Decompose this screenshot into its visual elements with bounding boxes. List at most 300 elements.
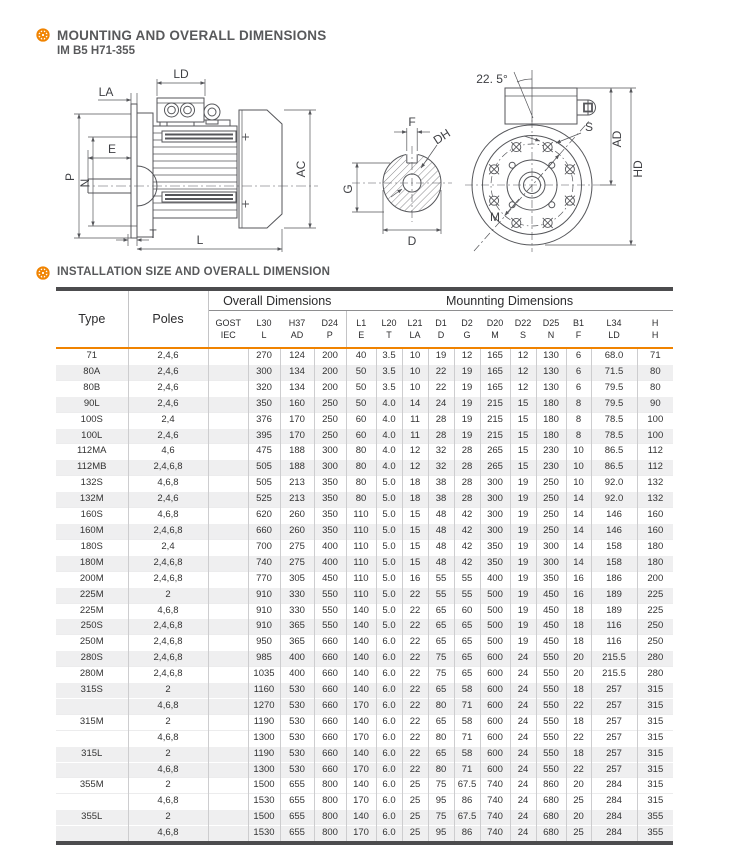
poles-cell: 4,6,8: [128, 508, 208, 524]
value-cell: 300: [536, 555, 566, 571]
value-cell: 71.5: [591, 364, 637, 380]
value-cell: 160: [637, 508, 673, 524]
shaft-section-drawing: [341, 115, 453, 248]
poles-cell: 2,4,6,8: [128, 619, 208, 635]
poles-cell: 2: [128, 683, 208, 699]
value-cell: 300: [314, 460, 346, 476]
value-cell: 78.5: [591, 428, 637, 444]
subcol-header: D24 P: [314, 311, 346, 349]
value-cell: 11: [402, 412, 428, 428]
section-title: INSTALLATION SIZE AND OVERALL DIMENSION: [57, 266, 331, 278]
value-cell: 5.0: [376, 476, 402, 492]
type-cell: 355L: [56, 810, 128, 826]
value-cell: [208, 587, 248, 603]
value-cell: 315: [637, 762, 673, 778]
value-cell: 71: [454, 698, 480, 714]
value-cell: 112: [637, 444, 673, 460]
value-cell: 330: [280, 603, 314, 619]
value-cell: 188: [280, 444, 314, 460]
value-cell: 15: [510, 428, 536, 444]
value-cell: 124: [280, 348, 314, 364]
dim-label-ac: AC: [294, 160, 308, 178]
value-cell: 58: [454, 746, 480, 762]
value-cell: 86: [454, 826, 480, 843]
value-cell: 134: [280, 380, 314, 396]
value-cell: 525: [248, 492, 280, 508]
value-cell: 20: [566, 651, 591, 667]
value-cell: 1300: [248, 730, 280, 746]
value-cell: 50: [346, 380, 376, 396]
value-cell: 600: [480, 667, 510, 683]
value-cell: 65: [428, 635, 454, 651]
value-cell: 350: [314, 492, 346, 508]
table-row: [56, 523, 673, 539]
value-cell: 680: [536, 794, 566, 810]
value-cell: 140: [346, 667, 376, 683]
value-cell: 6.0: [376, 810, 402, 826]
value-cell: 170: [346, 762, 376, 778]
value-cell: 505: [248, 460, 280, 476]
value-cell: 550: [536, 746, 566, 762]
value-cell: 22: [402, 698, 428, 714]
value-cell: 65: [428, 603, 454, 619]
value-cell: 225: [637, 603, 673, 619]
value-cell: 6.0: [376, 794, 402, 810]
value-cell: 550: [314, 619, 346, 635]
value-cell: [208, 635, 248, 651]
value-cell: 140: [346, 714, 376, 730]
value-cell: 22: [402, 635, 428, 651]
value-cell: 189: [591, 587, 637, 603]
value-cell: 165: [480, 348, 510, 364]
table-row: [56, 730, 673, 746]
value-cell: 315: [637, 794, 673, 810]
value-cell: 22: [402, 746, 428, 762]
value-cell: 250: [314, 428, 346, 444]
value-cell: 12: [510, 380, 536, 396]
value-cell: 170: [346, 826, 376, 843]
value-cell: 315: [637, 778, 673, 794]
value-cell: 6: [566, 364, 591, 380]
value-cell: 80: [428, 698, 454, 714]
value-cell: 550: [314, 587, 346, 603]
value-cell: 14: [566, 492, 591, 508]
type-cell: 160M: [56, 523, 128, 539]
type-cell: [56, 794, 128, 810]
value-cell: 78.5: [591, 412, 637, 428]
poles-cell: 2,4,6,8: [128, 651, 208, 667]
value-cell: [208, 508, 248, 524]
value-cell: 25: [402, 778, 428, 794]
poles-cell: 2,4,6,8: [128, 571, 208, 587]
value-cell: 5.0: [376, 619, 402, 635]
value-cell: 3.5: [376, 348, 402, 364]
table-row: [56, 348, 673, 364]
value-cell: 450: [536, 587, 566, 603]
value-cell: 950: [248, 635, 280, 651]
poles-cell: 2: [128, 587, 208, 603]
value-cell: 22: [566, 698, 591, 714]
subcol-header: H H: [637, 311, 673, 349]
dim-label-angle: 22. 5°: [476, 72, 508, 86]
value-cell: 12: [510, 348, 536, 364]
poles-cell: 2,4,6,8: [128, 460, 208, 476]
dimensions-table: [56, 287, 673, 845]
value-cell: 68.0: [591, 348, 637, 364]
value-cell: 6.0: [376, 683, 402, 699]
value-cell: 79.5: [591, 380, 637, 396]
value-cell: 257: [591, 762, 637, 778]
type-cell: 100L: [56, 428, 128, 444]
type-cell: 180M: [56, 555, 128, 571]
value-cell: 5.0: [376, 587, 402, 603]
value-cell: 19: [510, 476, 536, 492]
value-cell: 6.0: [376, 778, 402, 794]
value-cell: 660: [314, 714, 346, 730]
value-cell: 22: [402, 762, 428, 778]
value-cell: 32: [428, 460, 454, 476]
value-cell: 450: [314, 571, 346, 587]
value-cell: 660: [248, 523, 280, 539]
value-cell: 257: [591, 683, 637, 699]
table-row: [56, 651, 673, 667]
type-cell: 71: [56, 348, 128, 364]
value-cell: 140: [346, 746, 376, 762]
value-cell: 15: [402, 508, 428, 524]
table-row: [56, 603, 673, 619]
section-heading-mounting: [36, 28, 326, 43]
table-row: [56, 810, 673, 826]
value-cell: 22: [428, 380, 454, 396]
value-cell: 4.0: [376, 460, 402, 476]
type-cell: [56, 730, 128, 746]
value-cell: 250: [314, 412, 346, 428]
value-cell: 600: [480, 698, 510, 714]
type-cell: 112MA: [56, 444, 128, 460]
value-cell: 315: [637, 730, 673, 746]
value-cell: 257: [591, 714, 637, 730]
value-cell: 65: [454, 635, 480, 651]
value-cell: 257: [591, 746, 637, 762]
value-cell: 5.0: [376, 539, 402, 555]
value-cell: 90: [637, 396, 673, 412]
value-cell: 189: [591, 603, 637, 619]
value-cell: 225: [637, 587, 673, 603]
value-cell: 600: [480, 714, 510, 730]
subcol-header: L21 LA: [402, 311, 428, 349]
value-cell: 270: [248, 348, 280, 364]
value-cell: 5.0: [376, 555, 402, 571]
subcol-header: L1 E: [346, 311, 376, 349]
value-cell: 48: [428, 555, 454, 571]
value-cell: 12: [510, 364, 536, 380]
value-cell: 28: [454, 476, 480, 492]
value-cell: 3.5: [376, 364, 402, 380]
value-cell: 19: [454, 396, 480, 412]
value-cell: [208, 651, 248, 667]
subcol-header: D2 G: [454, 311, 480, 349]
type-cell: 100S: [56, 412, 128, 428]
value-cell: 130: [536, 348, 566, 364]
type-cell: 180S: [56, 539, 128, 555]
value-cell: 19: [454, 380, 480, 396]
table-row: [56, 826, 673, 843]
value-cell: 18: [566, 714, 591, 730]
value-cell: 71: [650, 350, 661, 361]
type-cell: 225M: [56, 587, 128, 603]
type-cell: 280M: [56, 667, 128, 683]
value-cell: 186: [591, 571, 637, 587]
value-cell: 530: [280, 698, 314, 714]
value-cell: 660: [314, 746, 346, 762]
value-cell: 365: [280, 619, 314, 635]
value-cell: 19: [510, 587, 536, 603]
poles-cell: 2: [128, 778, 208, 794]
value-cell: 80: [637, 364, 673, 380]
value-cell: 1530: [248, 826, 280, 843]
type-cell: 280S: [56, 651, 128, 667]
value-cell: 22: [402, 651, 428, 667]
value-cell: 500: [480, 603, 510, 619]
value-cell: 170: [280, 412, 314, 428]
value-cell: 355: [637, 810, 673, 826]
value-cell: 140: [346, 603, 376, 619]
mounting-dimensions-group-header: Mounnting Dimensions: [346, 289, 673, 311]
value-cell: 60: [346, 412, 376, 428]
value-cell: 14: [402, 396, 428, 412]
value-cell: [208, 826, 248, 843]
value-cell: 180: [637, 539, 673, 555]
value-cell: 140: [346, 619, 376, 635]
value-cell: 257: [591, 698, 637, 714]
value-cell: 55: [428, 571, 454, 587]
value-cell: 170: [346, 794, 376, 810]
value-cell: 680: [536, 810, 566, 826]
value-cell: 15: [510, 412, 536, 428]
value-cell: 15: [402, 555, 428, 571]
value-cell: 22: [566, 730, 591, 746]
value-cell: 140: [346, 635, 376, 651]
page-title: MOUNTING AND OVERALL DIMENSIONS: [57, 28, 327, 43]
type-cell: 132S: [56, 476, 128, 492]
dim-label-m: M: [490, 210, 500, 224]
value-cell: 660: [314, 683, 346, 699]
value-cell: 22: [402, 714, 428, 730]
value-cell: 15: [402, 539, 428, 555]
table-row: [56, 746, 673, 762]
value-cell: 71: [454, 730, 480, 746]
value-cell: 24: [510, 730, 536, 746]
value-cell: 655: [280, 778, 314, 794]
value-cell: 18: [402, 492, 428, 508]
subcol-header: D1 D: [428, 311, 454, 349]
value-cell: 22: [402, 667, 428, 683]
value-cell: 130: [536, 380, 566, 396]
front-view-drawing: [465, 70, 645, 252]
value-cell: 800: [314, 826, 346, 843]
value-cell: 1500: [248, 778, 280, 794]
value-cell: 550: [536, 730, 566, 746]
value-cell: 25: [402, 810, 428, 826]
value-cell: 500: [480, 587, 510, 603]
value-cell: 165: [480, 380, 510, 396]
value-cell: 600: [480, 651, 510, 667]
value-cell: 500: [480, 619, 510, 635]
value-cell: 24: [510, 826, 536, 843]
value-cell: [208, 476, 248, 492]
value-cell: 550: [536, 698, 566, 714]
value-cell: 110: [346, 508, 376, 524]
value-cell: 350: [314, 476, 346, 492]
value-cell: 740: [248, 555, 280, 571]
value-cell: 170: [346, 698, 376, 714]
value-cell: 315: [637, 714, 673, 730]
value-cell: 19: [510, 619, 536, 635]
value-cell: 165: [480, 364, 510, 380]
value-cell: 65: [428, 746, 454, 762]
value-cell: 24: [428, 396, 454, 412]
value-cell: 860: [536, 778, 566, 794]
value-cell: 550: [314, 603, 346, 619]
value-cell: 19: [510, 555, 536, 571]
value-cell: 4.0: [376, 428, 402, 444]
value-cell: 215.5: [591, 651, 637, 667]
value-cell: 305: [280, 571, 314, 587]
value-cell: 1300: [248, 762, 280, 778]
poles-cell: 2,4: [128, 412, 208, 428]
table-row: [56, 571, 673, 587]
value-cell: 475: [248, 444, 280, 460]
value-cell: 140: [346, 651, 376, 667]
subcol-header: D22 S: [510, 311, 536, 349]
table-row: [56, 396, 673, 412]
value-cell: 215: [480, 412, 510, 428]
value-cell: [208, 619, 248, 635]
value-cell: 600: [480, 730, 510, 746]
value-cell: 67.5: [454, 810, 480, 826]
value-cell: 24: [510, 762, 536, 778]
value-cell: 146: [591, 508, 637, 524]
value-cell: 42: [454, 555, 480, 571]
table-body: [56, 348, 673, 843]
value-cell: 116: [591, 635, 637, 651]
value-cell: 260: [280, 508, 314, 524]
value-cell: 80: [346, 476, 376, 492]
value-cell: 400: [280, 651, 314, 667]
value-cell: 65: [454, 619, 480, 635]
value-cell: 16: [566, 587, 591, 603]
dim-label-ad: AD: [610, 130, 624, 148]
value-cell: 5.0: [376, 523, 402, 539]
value-cell: 910: [248, 587, 280, 603]
value-cell: 6.0: [376, 746, 402, 762]
value-cell: 1035: [248, 667, 280, 683]
value-cell: 395: [248, 428, 280, 444]
value-cell: 38: [428, 476, 454, 492]
value-cell: 24: [510, 667, 536, 683]
table-row: [56, 444, 673, 460]
value-cell: 116: [591, 619, 637, 635]
section-heading-installation: [36, 266, 330, 280]
poles-cell: 2,4,6: [128, 396, 208, 412]
value-cell: 19: [454, 412, 480, 428]
value-cell: 14: [566, 555, 591, 571]
value-cell: 50: [346, 396, 376, 412]
value-cell: 530: [280, 730, 314, 746]
value-cell: [208, 667, 248, 683]
value-cell: 530: [280, 683, 314, 699]
value-cell: 4.0: [376, 444, 402, 460]
type-cell: 250M: [56, 635, 128, 651]
value-cell: 600: [480, 683, 510, 699]
value-cell: 158: [591, 555, 637, 571]
value-cell: 400: [314, 539, 346, 555]
value-cell: 19: [510, 523, 536, 539]
poles-cell: 4,6,8: [128, 730, 208, 746]
value-cell: 300: [480, 523, 510, 539]
dim-label-dh: DH: [430, 126, 453, 148]
table-row: [56, 667, 673, 683]
value-cell: 180: [536, 428, 566, 444]
page-subtitle: IM B5 H71-355: [57, 45, 135, 57]
poles-cell: 2,4,6,8: [128, 555, 208, 571]
value-cell: 284: [591, 778, 637, 794]
gear-icon: [36, 28, 50, 42]
value-cell: 284: [591, 810, 637, 826]
value-cell: 58: [454, 714, 480, 730]
value-cell: 134: [280, 364, 314, 380]
value-cell: 28: [428, 412, 454, 428]
value-cell: 100: [637, 412, 673, 428]
value-cell: 24: [510, 698, 536, 714]
value-cell: 18: [566, 746, 591, 762]
value-cell: 6: [566, 380, 591, 396]
side-view-drawing: [63, 67, 318, 252]
value-cell: 10: [566, 460, 591, 476]
value-cell: 24: [510, 714, 536, 730]
poles-column-header: Poles: [128, 289, 208, 348]
value-cell: 300: [480, 508, 510, 524]
value-cell: 19: [510, 571, 536, 587]
value-cell: 740: [480, 810, 510, 826]
value-cell: 365: [280, 635, 314, 651]
poles-cell: 4,6,8: [128, 603, 208, 619]
value-cell: 660: [314, 667, 346, 683]
value-cell: 15: [510, 444, 536, 460]
value-cell: 700: [248, 539, 280, 555]
value-cell: 25: [402, 826, 428, 843]
value-cell: 16: [566, 571, 591, 587]
value-cell: 24: [510, 651, 536, 667]
value-cell: 80: [346, 460, 376, 476]
value-cell: 58: [454, 683, 480, 699]
table-row: [56, 762, 673, 778]
value-cell: 910: [248, 603, 280, 619]
subcol-header: B1 F: [566, 311, 591, 349]
table-row: [56, 428, 673, 444]
value-cell: 505: [248, 476, 280, 492]
value-cell: 315: [637, 746, 673, 762]
value-cell: 132: [637, 476, 673, 492]
value-cell: 28: [454, 460, 480, 476]
value-cell: 65: [428, 714, 454, 730]
value-cell: [208, 380, 248, 396]
value-cell: 18: [566, 619, 591, 635]
value-cell: 1530: [248, 794, 280, 810]
poles-cell: 4,6,8: [128, 826, 208, 843]
subcol-header: L20 T: [376, 311, 402, 349]
type-cell: [56, 762, 128, 778]
